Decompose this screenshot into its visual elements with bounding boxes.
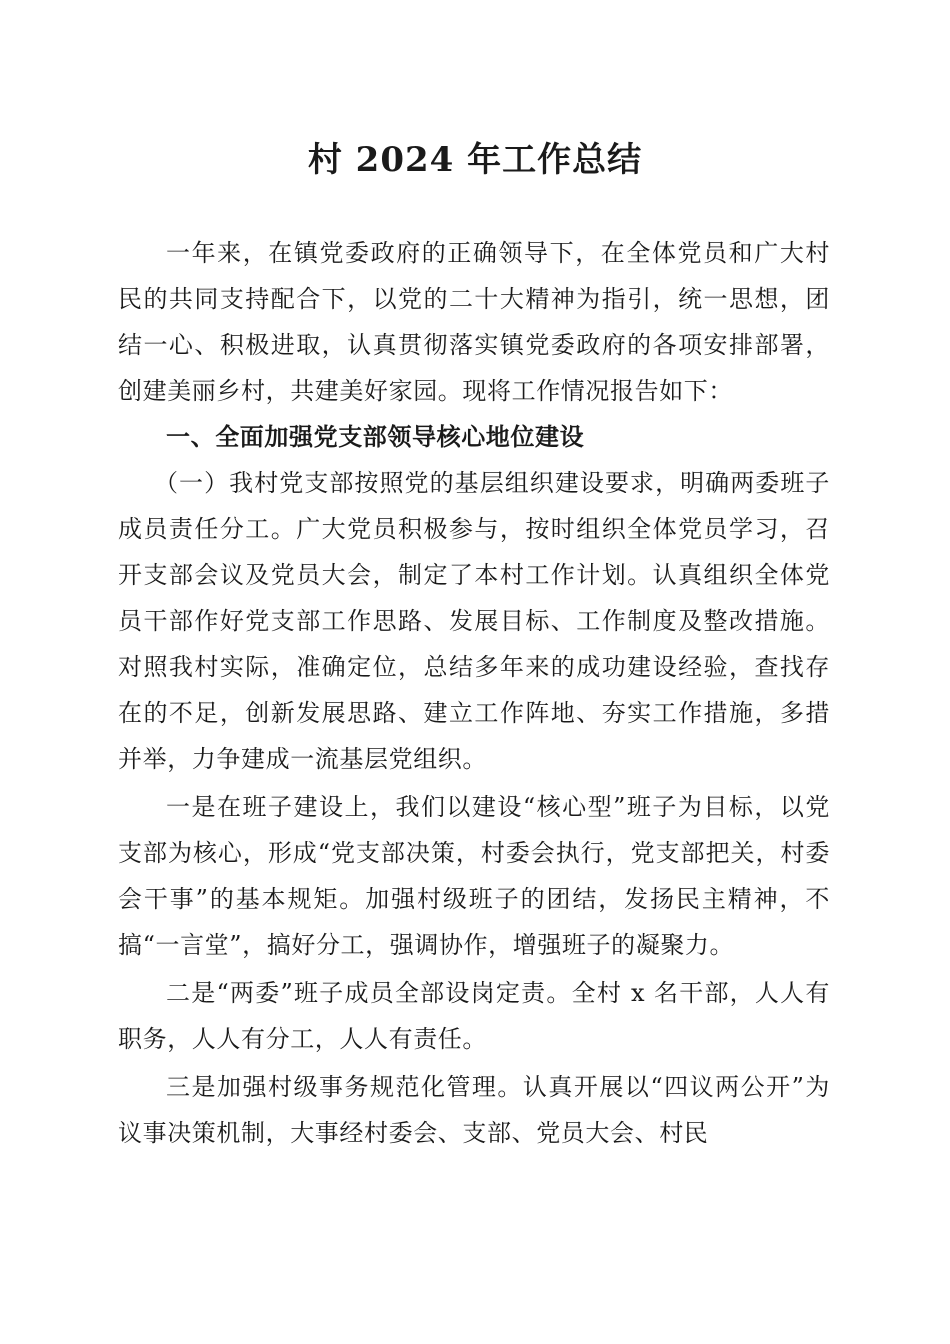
intro-paragraph: 一年来，在镇党委政府的正确领导下，在全体党员和广大村民的共同支持配合下，以党的二十大精神为指引，统一思想，团结一心、积极进取，认真贯彻落实镇党委政府的各项安排部署，创建美丽乡村，共建美好家园。现将工作情况报告如下： (118, 239, 830, 405)
document-title: 村 2024 年工作总结 (307, 140, 643, 180)
document-body (118, 230, 830, 1156)
subsection-paragraph-1: （一）我村党支部按照党的基层组织建设要求，明确两委班子成员责任分工。广大党员积极参与，按时组织全体党员学习，召开支部会议及党员大会，制定了本村工作计划。认真组织全体党员干部作好党支部工作思路、发展目标、工作制度及整改措施。对照我村实际，准确定位，总结多年来的成功建设经验，查找存在的不足，创新发展思路、建立工作阵地、夯实工作措施，多措并举，力争建成一流基层党组织。 (118, 469, 830, 773)
point-paragraph-3: 三是加强村级事务规范化管理。认真开展以“四议两公开”为议事决策机制，大事经村委会、支部、党员大会、村民 (118, 1073, 830, 1147)
point-paragraph-1: 一是在班子建设上，我们以建设“核心型”班子为目标，以党支部为核心，形成“党支部决策，村委会执行，党支部把关，村委会干事”的基本规矩。加强村级班子的团结，发扬民主精神，不搞“一言堂”，搞好分工，强调协作，增强班子的凝聚力。 (118, 793, 830, 959)
point-paragraph-2: 二是“两委”班子成员全部设岗定责。全村 x 名干部，人人有职务，人人有分工，人人有责任。 (118, 979, 830, 1053)
section-heading-1: 一、全面加强党支部领导核心地位建设 (166, 423, 585, 451)
